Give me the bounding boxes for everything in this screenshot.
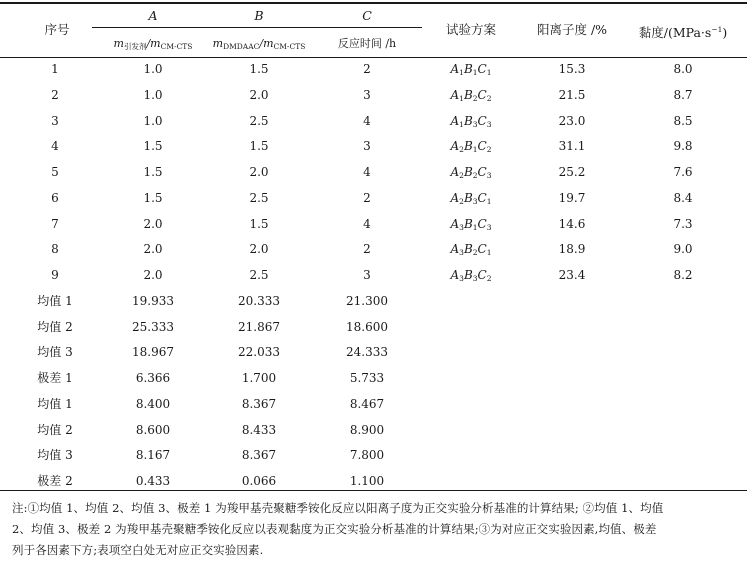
header-scheme: 试验方案 [445, 22, 497, 37]
cell-factor-b: 1.5 [249, 216, 269, 231]
cell-factor-b: 2.5 [249, 113, 269, 128]
header-index: 序号 [44, 22, 70, 37]
cell-factor-c: 4 [363, 165, 371, 179]
row-label: 均值 2 [37, 319, 73, 334]
cell-cation: 21.5 [558, 87, 586, 102]
cell-factor-c: 24.333 [346, 345, 388, 360]
row-label: 2 [51, 87, 59, 102]
cell-factor-b: 20.333 [238, 293, 280, 308]
cell-factor-a: 19.933 [132, 293, 174, 308]
cell-factor-b: 0.066 [241, 474, 277, 488]
cell-cation: 14.6 [558, 216, 586, 231]
row-label: 5 [51, 165, 59, 179]
cell-factor-c: 2 [363, 190, 371, 205]
cell-factor-a: 8.167 [135, 448, 171, 463]
header-cation: 阳离子度 /% [536, 22, 608, 37]
header-sub-a: $m_{引发剂}/m_{CM-CTS}$ [113, 37, 193, 51]
cell-factor-a: 2.0 [143, 268, 163, 282]
cell-scheme: $A_1B_3C_3$ [450, 113, 492, 129]
cell-factor-b: 2.0 [249, 242, 269, 257]
header-sub-c: 反应时间 /h [337, 37, 397, 50]
row-label: 均值 3 [37, 345, 73, 360]
cell-viscosity: 8.5 [673, 113, 693, 128]
cell-factor-a: 8.400 [135, 396, 171, 411]
cell-factor-c: 8.467 [349, 396, 385, 411]
cell-factor-b: 8.367 [241, 448, 277, 463]
cell-scheme: $A_3B_1C_3$ [450, 216, 492, 232]
row-label: 1 [51, 62, 59, 76]
cell-factor-b: 22.033 [238, 345, 280, 360]
cell-cation: 31.1 [558, 139, 586, 154]
header-factor-b: B [254, 8, 264, 23]
cell-viscosity: 9.0 [673, 242, 693, 257]
cell-factor-c: 18.600 [346, 319, 388, 334]
cell-factor-a: 25.333 [132, 319, 174, 334]
cell-factor-c: 3 [363, 87, 371, 102]
row-label: 3 [51, 113, 59, 128]
cell-viscosity: 8.0 [673, 62, 693, 76]
cell-scheme: $A_3B_2C_1$ [450, 242, 492, 258]
row-label: 4 [51, 139, 59, 154]
cell-viscosity: 7.6 [673, 165, 693, 179]
factor-header-rule [92, 27, 422, 28]
cell-factor-c: 21.300 [346, 293, 388, 308]
cell-factor-b: 2.0 [249, 87, 269, 102]
cell-scheme: $A_1B_1C_1$ [450, 62, 492, 77]
row-label: 均值 2 [37, 422, 73, 437]
cell-scheme: $A_1B_2C_2$ [450, 87, 492, 103]
cell-factor-a: 6.366 [135, 371, 171, 385]
row-label: 均值 3 [37, 448, 73, 463]
cell-viscosity: 7.3 [673, 216, 693, 231]
cell-factor-b: 2.0 [249, 165, 269, 179]
cell-factor-c: 4 [363, 113, 371, 128]
row-label: 6 [51, 190, 59, 205]
row-label: 8 [51, 242, 59, 257]
cell-cation: 23.0 [558, 113, 586, 128]
cell-factor-b: 2.5 [249, 190, 269, 205]
cell-factor-a: 2.0 [143, 216, 163, 231]
cell-factor-c: 2 [363, 62, 371, 76]
row-label: 极差 1 [37, 371, 73, 385]
cell-factor-c: 8.900 [349, 422, 385, 437]
note-line-2: 2、均值 3、极差 2 为羧甲基壳聚糖季铵化反应以表观黏度为正交实验分析基准的计算结果;③为对应正交实验因素,均值、极差 [12, 522, 657, 536]
cell-factor-b: 21.867 [238, 319, 280, 334]
note-line-1: 注:①均值 1、均值 2、均值 3、极差 1 为羧甲基壳聚糖季铵化反应以阳离子度为正交实验分析基准的计算结果; ②均值 1、均值 [12, 501, 664, 515]
cell-factor-b: 8.433 [241, 422, 277, 437]
note-line-3: 列于各因素下方;表项空白处无对应正交实验因素. [12, 543, 264, 557]
cell-factor-b: 1.5 [249, 139, 269, 154]
row-label: 9 [51, 268, 59, 282]
cell-scheme: $A_2B_3C_1$ [450, 190, 492, 206]
cell-factor-c: 3 [363, 268, 371, 282]
cell-factor-a: 18.967 [132, 345, 174, 360]
table-note [12, 498, 738, 561]
cell-cation: 15.3 [558, 62, 586, 76]
header-factor-c: C [362, 8, 372, 23]
table-top-rule [0, 2, 747, 4]
cell-factor-a: 1.5 [143, 139, 163, 154]
cell-viscosity: 8.7 [673, 87, 693, 102]
cell-factor-c: 1.100 [349, 474, 385, 488]
cell-factor-c: 7.800 [349, 448, 385, 463]
cell-scheme: $A_3B_3C_2$ [450, 268, 492, 283]
cell-factor-a: 0.433 [135, 474, 171, 488]
cell-cation: 25.2 [558, 165, 586, 179]
cell-viscosity: 8.2 [673, 268, 693, 282]
cell-cation: 18.9 [558, 242, 586, 257]
table-bottom-rule [0, 490, 747, 491]
row-label: 均值 1 [37, 396, 73, 411]
table-header-rule [0, 57, 747, 58]
header-factor-a: A [148, 8, 158, 23]
cell-factor-a: 1.5 [143, 165, 163, 179]
cell-factor-a: 1.0 [143, 113, 163, 128]
cell-scheme: $A_2B_2C_3$ [450, 165, 492, 180]
cell-factor-a: 2.0 [143, 242, 163, 257]
header-viscosity: 黏度$/(MPa\cdot s^{-1})$ [638, 25, 728, 40]
cell-factor-a: 1.0 [143, 62, 163, 76]
row-label: 极差 2 [37, 474, 73, 488]
cell-factor-b: 1.5 [249, 62, 269, 76]
cell-viscosity: 9.8 [673, 139, 693, 154]
header-sub-b: $m_{DMDAAC}/m_{CM-CTS}$ [212, 37, 306, 51]
cell-factor-c: 4 [363, 216, 371, 231]
cell-factor-b: 1.700 [241, 371, 277, 385]
cell-factor-c: 5.733 [349, 371, 385, 385]
cell-viscosity: 8.4 [673, 190, 693, 205]
cell-factor-b: 2.5 [249, 268, 269, 282]
cell-factor-b: 8.367 [241, 396, 277, 411]
cell-factor-a: 8.600 [135, 422, 171, 437]
row-label: 均值 1 [37, 293, 73, 308]
cell-factor-a: 1.5 [143, 190, 163, 205]
cell-cation: 23.4 [558, 268, 586, 282]
cell-cation: 19.7 [558, 190, 586, 205]
cell-scheme: $A_2B_1C_2$ [450, 139, 492, 155]
cell-factor-a: 1.0 [143, 87, 163, 102]
cell-factor-c: 3 [363, 139, 371, 154]
row-label: 7 [51, 216, 59, 231]
cell-factor-c: 2 [363, 242, 371, 257]
